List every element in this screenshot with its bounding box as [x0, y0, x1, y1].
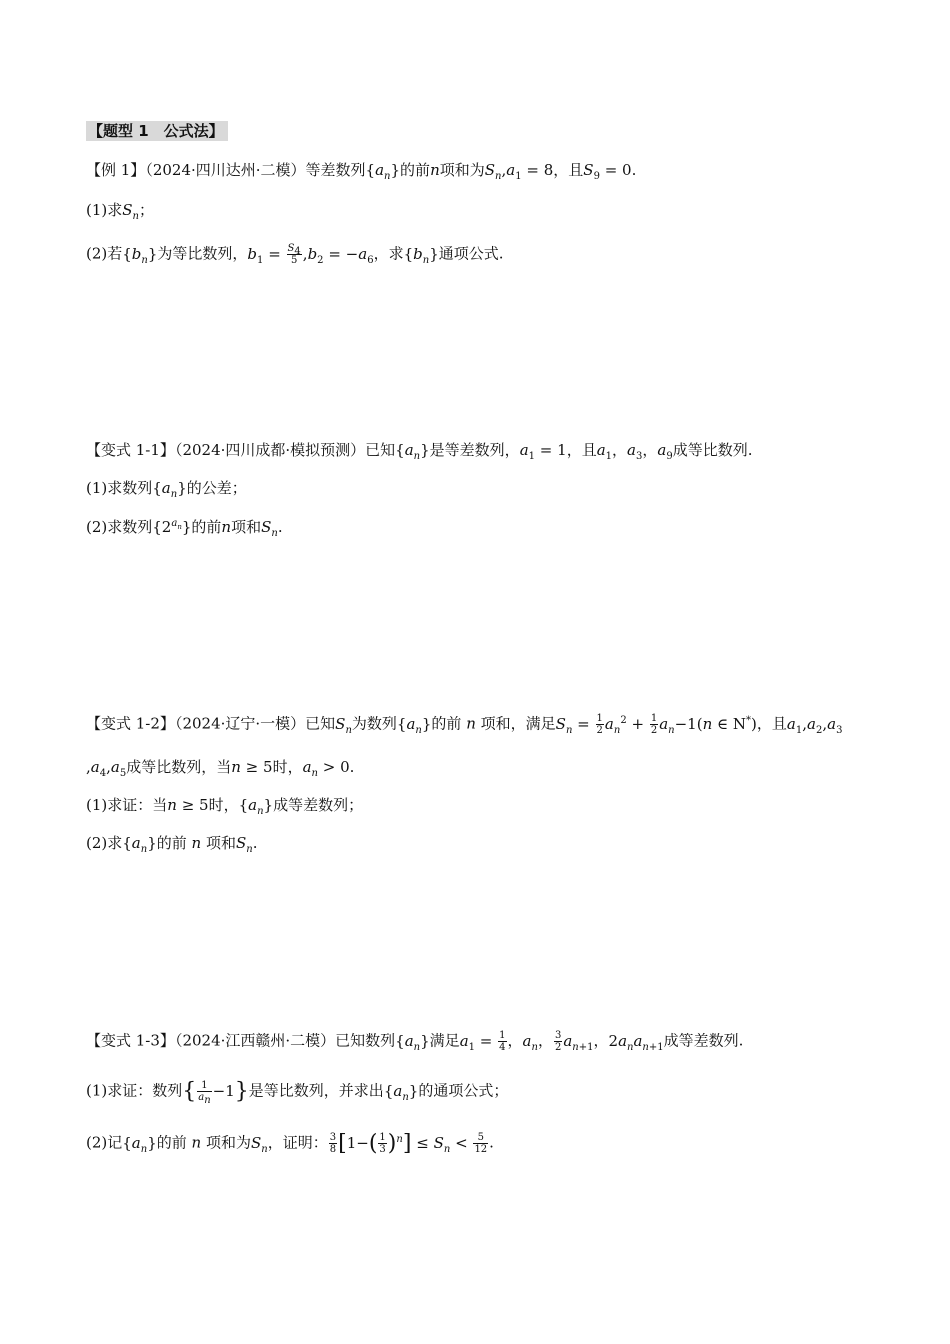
- math-expr: $\{a_n\}$: [396, 714, 432, 736]
- math-expr: $b_1$ = $\frac{S_4}{5}$ $,b_2 = -a_6$: [247, 243, 374, 266]
- example1-text: 的前: [400, 161, 431, 179]
- variant-text: 已知: [305, 714, 336, 733]
- variant-text: 成等差数列.: [663, 1031, 744, 1050]
- variant-label: 【变式 1-2】: [86, 714, 175, 733]
- variant-text: 成等比数列，当: [126, 758, 232, 776]
- variant-source: （2024·江西赣州·二模）: [174, 1031, 336, 1050]
- example1-q2: [86, 243, 504, 266]
- variant1-2-q2: [86, 833, 258, 853]
- question-text: (1)求数列: [86, 479, 153, 497]
- example1-q1: [86, 200, 154, 220]
- question-text: ；: [138, 201, 154, 219]
- question-text: 项和为: [201, 1133, 251, 1152]
- math-expr: $\{a_n\}$: [122, 1133, 157, 1155]
- question-text: ，求: [373, 244, 404, 263]
- question-text: 是等比数列，并求出: [248, 1081, 384, 1100]
- question-text: (1)求证：当: [86, 796, 168, 814]
- math-expr: $a_1 = 1$: [519, 441, 567, 462]
- variant-text: 已知: [365, 441, 396, 459]
- math-expr: $S_n$ = $\frac{1}{2}$ $a_n^2$ + $\frac{1}{2}$ $a_n-1(n$ ∈ N*): [555, 713, 757, 736]
- math-n: n: [221, 518, 232, 536]
- variant-label: 【变式 1-1】: [86, 441, 175, 459]
- question-text: (2)若: [86, 244, 123, 263]
- question-text: 的通项公式；: [418, 1081, 509, 1100]
- question-text: .: [489, 1133, 494, 1152]
- math-expr: $a_1,a_2,a_3$: [786, 714, 843, 736]
- math-expr: $S_9 = 0$.: [583, 161, 637, 182]
- math-expr: $a_n > 0$: [302, 758, 350, 779]
- variant1-3-stem: [86, 1030, 743, 1053]
- variant-text: ，且: [756, 714, 787, 733]
- math-expr: $\{a_n\}$: [383, 1081, 419, 1103]
- variant-text: ，且: [566, 441, 597, 459]
- variant-source: （2024·四川成都·模拟预测）: [174, 441, 366, 459]
- variant1-3-q2: [86, 1132, 494, 1155]
- math-expr: $\{a_n\}$: [395, 441, 430, 462]
- example1-stem: [86, 160, 636, 180]
- variant1-1-q1: [86, 478, 247, 498]
- math-expr: $a_n$: [522, 1031, 538, 1053]
- math-n: n: [430, 161, 440, 179]
- variant-text: 项和，满足: [475, 714, 556, 733]
- variant-text: ，: [593, 1031, 609, 1050]
- variant1-1-stem: [86, 440, 753, 460]
- question-text: .: [252, 834, 258, 852]
- math-expr: $\{b_n\}$: [122, 244, 158, 266]
- math-expr: $S_n$: [261, 518, 278, 539]
- math-expr: $S_n$: [250, 1133, 268, 1155]
- math-expr: n ≥ 5: [167, 796, 209, 814]
- example1-source: （2024·四川达州·二模）: [145, 161, 306, 179]
- example1-label: 【例 1】: [86, 161, 146, 179]
- question-text: 的前: [156, 834, 192, 852]
- math-expr: $2a_na_{n+1}$: [608, 1031, 664, 1053]
- math-expr: n ≥ 5: [231, 758, 273, 776]
- math-expr: $S_n$: [122, 201, 139, 222]
- math-expr: $\frac{3}{8}$ [1−( $\frac{1}{3}$ )$^n] \le S_n$ < $\frac{5}{12}$: [329, 1130, 488, 1156]
- math-n: n: [191, 834, 202, 852]
- example1-text: 项和为: [439, 161, 485, 179]
- variant1-1-q2: [86, 517, 283, 537]
- variant-text: 已知数列: [335, 1031, 396, 1050]
- variant1-2-stem-cont: [86, 757, 354, 777]
- question-text: .: [277, 518, 283, 536]
- variant-text: 成等比数列.: [672, 441, 753, 459]
- math-expr: $S_n,a_1 = 8$: [484, 161, 554, 182]
- math-expr: $S_n$: [235, 834, 253, 855]
- question-text: 项和: [231, 518, 262, 536]
- math-n: n: [466, 714, 476, 733]
- math-expr: $\{2^{a_n}\}$: [152, 518, 192, 536]
- math-expr: $\{a_n\}$: [395, 1031, 430, 1053]
- section-heading-line: [86, 121, 228, 141]
- math-expr: $S_n$: [335, 714, 352, 736]
- question-text: (1)求证：数列: [86, 1081, 183, 1100]
- variant-text: 的前: [431, 714, 467, 733]
- math-expr: $\{a_n\}$: [122, 834, 157, 855]
- question-text: 为等比数列，: [157, 244, 248, 263]
- variant-label: 【变式 1-3】: [86, 1031, 175, 1050]
- variant-text: .: [349, 758, 355, 776]
- question-text: ，证明：: [267, 1133, 328, 1152]
- variant-text: 为数列: [351, 714, 397, 733]
- math-seq-a: $\{a_n\}$: [365, 161, 401, 182]
- math-expr: $,a_4,a_5$: [86, 758, 127, 779]
- question-text: 项和: [201, 834, 236, 852]
- question-text: 的前: [191, 518, 222, 536]
- math-expr: $a_1$，$a_3$，$a_9$: [596, 441, 673, 462]
- variant-text: 满足: [429, 1031, 460, 1050]
- question-text: 的公差；: [186, 479, 247, 497]
- variant1-3-q1: [86, 1078, 509, 1106]
- variant1-2-stem: [86, 713, 842, 736]
- question-text: (1)求: [86, 201, 123, 219]
- math-expr: $\frac{3}{2}$ $a_{n+1}$: [554, 1030, 594, 1053]
- variant-text: 时，: [272, 758, 303, 776]
- math-n: n: [191, 1133, 202, 1152]
- section-heading: 【题型 1 公式法】: [86, 121, 228, 141]
- math-expr: $\{a_n\}$: [238, 796, 274, 817]
- question-text: 时，: [208, 796, 239, 814]
- question-text: (2)求: [86, 834, 123, 852]
- question-text: (2)求数列: [86, 518, 153, 536]
- variant1-2-q1: [86, 795, 363, 815]
- math-expr: { $\frac{1}{a_n}$ −1}: [182, 1078, 249, 1106]
- math-expr: $\{b_n\}$: [403, 244, 439, 266]
- question-text: (2)记: [86, 1133, 123, 1152]
- math-expr: $a_1$ = $\frac{1}{4}$: [459, 1030, 506, 1053]
- example1-text: ，且: [553, 161, 584, 179]
- variant-source: （2024·辽宁·一模）: [174, 714, 306, 733]
- question-text: 成等差数列；: [273, 796, 364, 814]
- variant-text: 是等差数列，: [429, 441, 520, 459]
- math-expr: $\{a_n\}$: [152, 479, 187, 500]
- question-text: 的前: [156, 1133, 192, 1152]
- variant-text: ，: [507, 1031, 523, 1050]
- example1-text: 等差数列: [305, 161, 366, 179]
- variant-text: ，: [537, 1031, 553, 1050]
- question-text: 通项公式.: [438, 244, 504, 263]
